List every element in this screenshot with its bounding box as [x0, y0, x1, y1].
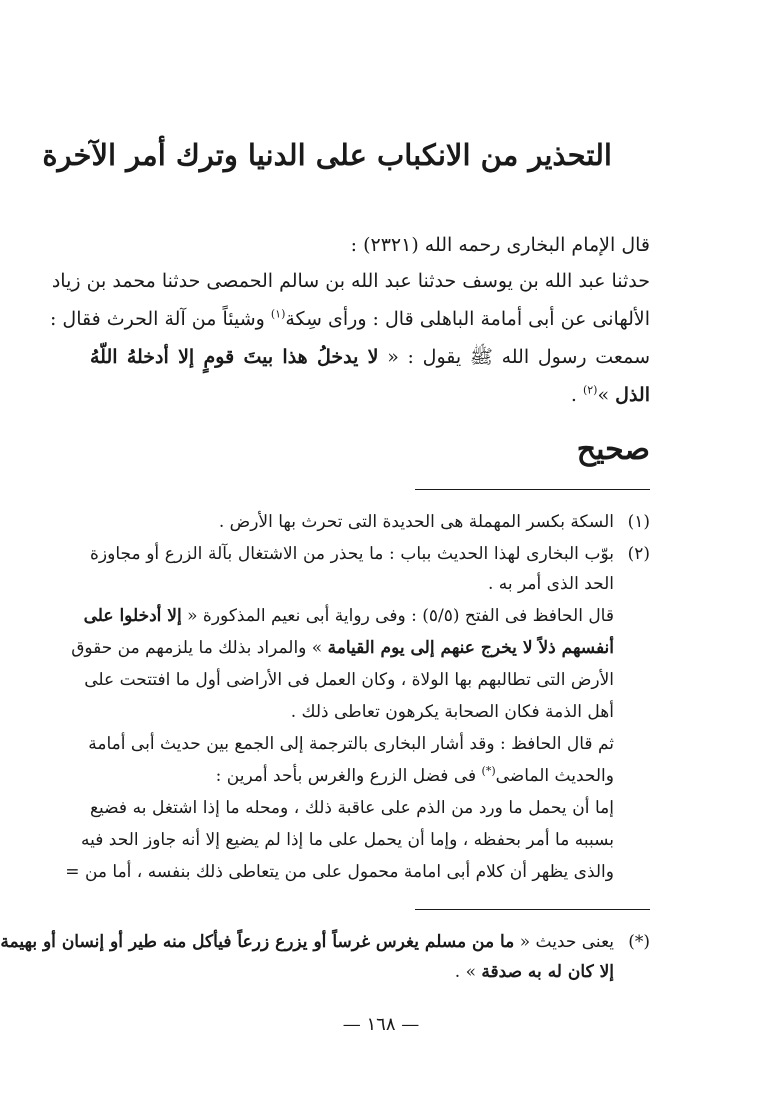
footnote-2-line-5: الأرض التى تطالبهم بها الولاة ، وكان العمل فى الأراضى أول ما افتتحت على	[84, 670, 614, 690]
footnote-separator	[415, 489, 650, 490]
footnote-2-line-8a: والحديث الماضى	[495, 766, 614, 786]
hadith-line-2	[49, 304, 650, 334]
hadith-line-4	[90, 380, 650, 410]
hadith-line-1: حدثنا عبد الله بن يوسف حدثنا عبد الله بن سالم الحمصى حدثنا محمد بن زياد	[51, 270, 650, 292]
star-note-line-1a: يعنى حديث «	[514, 932, 614, 952]
footnote-1-marker: (١)	[627, 512, 650, 532]
star-note-marker: (*)	[628, 932, 650, 952]
footnote-2-line-10: بسببه ما أمر بحفظه ، وإما أن يحمل على ما إذا لم يضيع إلا أنه جاوز الحد فيه	[81, 830, 614, 850]
star-note-line-2	[90, 958, 614, 986]
intro-line: قال الإمام البخارى رحمه الله (٢٣٢١) :	[350, 234, 650, 256]
footnote-2-line-1: بوّب البخارى لهذا الحديث بباب : ما يحذر من الاشتغال بآلة الزرع أو مجاوزة	[90, 544, 614, 564]
footnote-2-line-6: أهل الذمة فكان الصحابة يكرهون تعاطى ذلك .	[290, 702, 614, 722]
footnote-2-line-8	[90, 762, 614, 790]
hadith-quote-close: »	[597, 384, 616, 406]
footnote-1-text: السكة بكسر المهملة هى الحديدة التى تحرث بها الأرض .	[218, 512, 614, 532]
chapter-title: التحذير من الانكباب على الدنيا وترك أمر الآخرة	[42, 138, 612, 172]
footnote-2-line-3a: قال الحافظ فى الفتح (٥/٥) : وفى رواية أبى نعيم المذكورة «	[181, 606, 614, 626]
hadith-period: .	[570, 384, 583, 406]
star-note-line-1	[0, 928, 614, 956]
footnote-2-marker: (٢)	[627, 544, 650, 564]
star-note-line-1b: ما من مسلم يغرس غرساً أو يزرع زرعاً فيأكل منه طير أو إنسان أو بهيمة	[0, 932, 515, 952]
footnote-2-line-11: والذى يظهر أن كلام أبى امامة محمول على من يتعاطى ذلك بنفسه ، أما من =	[65, 862, 614, 882]
hadith-matn-end: الذل	[615, 384, 650, 406]
footnote-2-line-8b: فى فضل الزرع والغرس بأحد أمرين :	[215, 766, 482, 786]
footnote-2-line-3b: إلا أدخلوا على	[83, 606, 182, 626]
footnote-ref-2: (٢)	[582, 383, 598, 397]
footnote-ref-1: (١)	[270, 307, 286, 321]
star-note-line-2b: » .	[454, 962, 482, 982]
star-note-line-2a: إلا كان له به صدقة	[481, 962, 614, 982]
footnote-ref-star: (*)	[481, 764, 496, 778]
footnote-2-line-9: إما أن يحمل ما ورد من الذم على عاقبة ذلك ، ومحله ما إذا اشتغل به فضيع	[90, 798, 614, 818]
star-note-separator	[415, 909, 650, 910]
footnote-2-line-2: الحد الذى أمر به .	[487, 574, 614, 594]
grade-label: صحيح	[576, 432, 650, 467]
footnote-2-line-7: ثم قال الحافظ : وقد أشار البخارى بالترجمة إلى الجمع بين حديث أبى أمامة	[88, 734, 614, 754]
footnote-2-line-4a: أنفسهم ذلاً لا يخرج عنهم إلى يوم القيامة	[327, 638, 614, 658]
footnote-2-line-4	[71, 634, 614, 662]
hadith-matn: لا يدخلُ هذا بيتَ قومٍ إلا أدخلهُ اللّهُ	[90, 346, 379, 368]
page-number: — ١٦٨ —	[342, 1014, 420, 1035]
footnote-2-line-4b: » والمراد بذلك ما يلزمهم من حقوق	[71, 638, 328, 658]
hadith-line-3a: سمعت رسول الله ﷺ يقول : «	[378, 346, 650, 368]
hadith-line-2b: وشيئاً من آلة الحرث فقال :	[49, 308, 271, 330]
footnote-2-line-3	[83, 602, 614, 630]
hadith-line-3	[90, 342, 650, 372]
hadith-line-2a: الألهانى عن أبى أمامة الباهلى قال : ورأى سِكة	[285, 308, 650, 330]
